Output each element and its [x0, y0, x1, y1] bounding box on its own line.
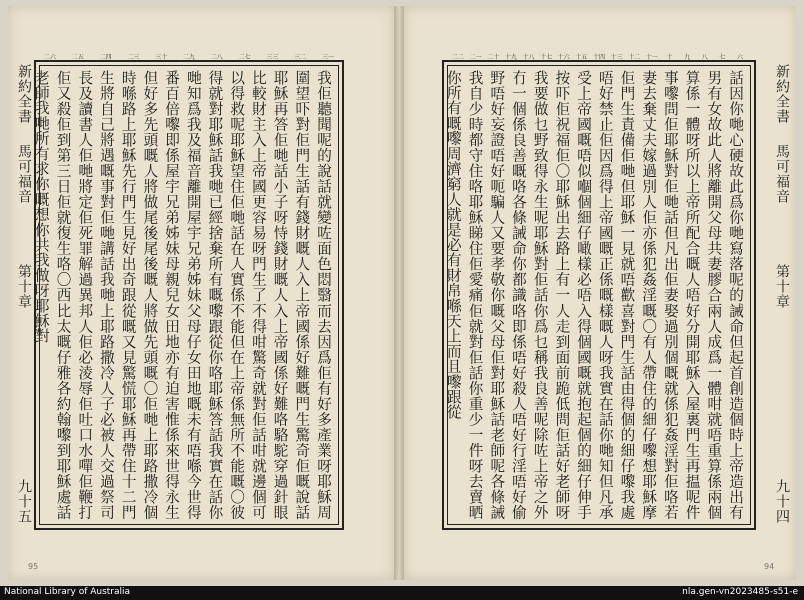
verse-number: 二五 [71, 54, 84, 61]
verse-number: 十六 [557, 54, 570, 61]
verse-number: 十九 [504, 54, 517, 61]
book-gutter [394, 6, 404, 580]
pencil-mark: 94 [764, 562, 775, 571]
verse-number: 二一 [469, 54, 482, 61]
verse-number: 十一 [645, 54, 658, 61]
book-title: 新約全書 [16, 64, 32, 124]
chapter-label: 第十章 [774, 264, 790, 309]
verse-number: 三十 [155, 54, 168, 61]
verse-number: 十三 [610, 54, 623, 61]
left-page [8, 6, 394, 580]
verse-number: 二六 [44, 54, 57, 61]
verse-number: 二九 [182, 54, 195, 61]
verse-number-row [44, 52, 334, 62]
pencil-mark: 95 [28, 562, 39, 571]
gospel-title: 馬可福音 [774, 144, 790, 204]
page-number: 九十五 [16, 479, 32, 524]
verse-number: 十 [666, 54, 673, 61]
verse-number: 二十 [487, 54, 500, 61]
verse-number-row [452, 52, 746, 62]
verse-number: 十八 [522, 54, 535, 61]
verse-number: 三三 [266, 54, 279, 61]
library-credit: National Library of Australia [4, 587, 131, 597]
right-page [404, 6, 796, 580]
verse-number: 七 [719, 54, 726, 61]
footer-bar [0, 586, 804, 600]
text-frame [442, 54, 756, 530]
gospel-title: 馬可福音 [16, 144, 32, 204]
verse-number: 三一 [321, 54, 334, 61]
verse-number: 二七 [238, 54, 251, 61]
verse-number: 十五 [575, 54, 588, 61]
verse-number: 三二 [294, 54, 307, 61]
text-frame [32, 54, 344, 530]
verse-number: 二三 [127, 54, 140, 61]
page-number: 九十四 [774, 479, 790, 524]
right-page-margin [752, 64, 792, 534]
verse-number: 九 [684, 54, 691, 61]
verse-number: 十七 [540, 54, 553, 61]
chapter-label: 第十章 [16, 264, 32, 309]
book-title: 新約全書 [774, 64, 790, 124]
verse-number: 十二 [628, 54, 641, 61]
body-text: 話因你哋心硬故此爲你哋寫落呢的誡命但起首創造個時上帝造出有男有女故此人將離開父母共妻膠合兩人成爲一體咁就唔重算係兩個算係一體呀所以上帝所配合嘅人唔好分開耶穌入屋裏門生再揾呢件事嚟問佢耶穌對佢哋話但凡出佢妻娶過別個嘅就係犯姦淫對佢咯若妻去棄丈夫嫁過別人佢亦係犯姦淫嘅〇有人帶住的細仔嚟想耶穌摩佢門生責備佢哋但耶穌一見就唔歡喜對門生話由得個的細仔嚟我處唔好禁止佢因爲得上帝國嘅正係嘅樣嘅人呀我實在話你哋知但凡承受上帝國嘅唔似嗰個細仔噉樣必唔入得個國嘅就抱起個的細仔伸手按吓佢祝福佢〇耶穌出去路上有一人走到面前跪低問佢話好老師呀我要做乜野致得永生呢耶穌對佢話你爲乜稱我良善呢除咗上帝之外冇一個係良善嘅咯各條誡命你都識咯即係唔好殺人唔好行淫唔好偷野唔好妄證唔好呃騙人又要孝敬你嘅父母佢對耶穌話老師呢各條誡我自少時都守住咯耶穌睇住佢愛痛佢就對佢話你重少一件呀去賣晒你所有嘅嚟周濟窮人就是必有財帛喺天上而且嚟跟從 [444, 70, 744, 520]
body-text: 我佢聽聞呢的說話就變咗面色悶翳而去因爲佢有好多產業呀耶穌周圍望吓對佢門生話有錢財嘅人入上帝國係好難嘅門生驚奇佢嘅說話耶穌再答佢哋話小子呀恃錢財嘅人入上帝國係好難咯駱駝穿過針眼比較財主入上帝國更容易呀門生了不得咁驚奇就對佢話咁就邊個可以得救呢耶穌望住佢哋話在人實係不能但在上帝係無所不能嘅〇彼得就對耶穌話我哋已經捨棄所有嘅嚟跟從你咯耶穌答話我實在話你哋知爲我及福音離開屋宇兄弟姊妹父母仔女田地嘅未有唔喺今世得番百倍嚟即係屋宇兄弟姊妹母親兒女田地亦有迫害惟係來世得永生但好多先頭嘅人將做尾後尾後嘅人將做先頭嘅〇佢哋上耶路撒冷個時喺路上耶穌先行門生見好出奇跟從嘅又見驚慌耶穌再帶住十二門生將自己將遇嘅事對佢哋講話我哋上耶路撒冷人子必被人交過祭司長及讀書人佢哋將定佢死罪解過異邦人佢必淩辱佢吐口水嘽佢鞭打佢又殺佢到第三日佢就復生咯〇西比太嘅仔雅各約翰嚟到耶穌處話老師我哋所有求你嘅想你共我做呀耶穌對 [32, 70, 332, 520]
verse-number: 六 [736, 54, 743, 61]
verse-number: 二二 [452, 54, 465, 61]
verse-number: 二四 [99, 54, 112, 61]
verse-number: 二八 [210, 54, 223, 61]
item-identifier: nla.gen-vn2023485-s51-e [682, 587, 798, 597]
verse-number: 十四 [593, 54, 606, 61]
verse-number: 八 [701, 54, 708, 61]
